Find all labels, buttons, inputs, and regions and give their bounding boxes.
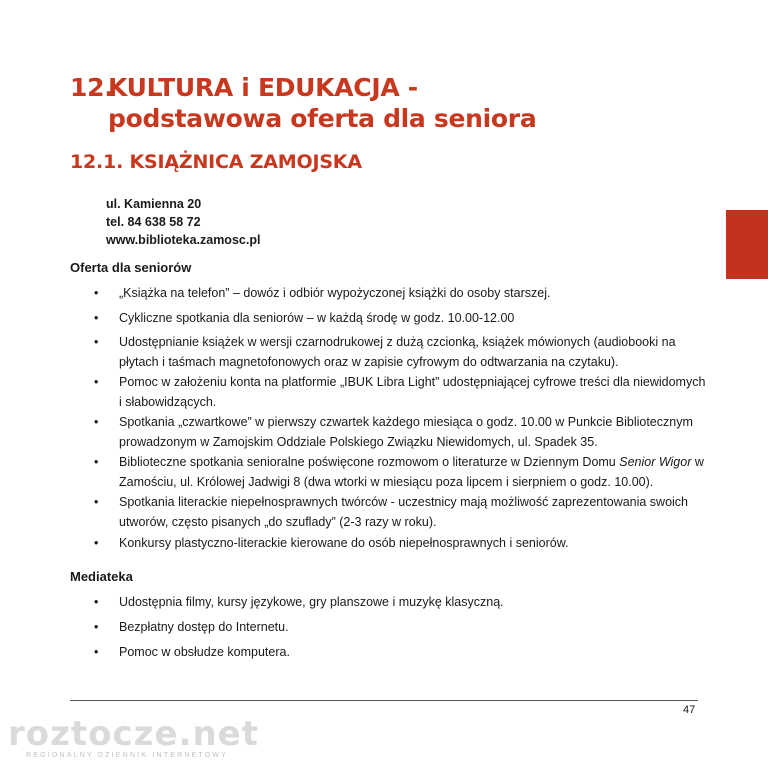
website: www.biblioteka.zamosc.pl xyxy=(106,233,261,247)
watermark-logo: roztocze.net xyxy=(8,714,259,754)
list-item xyxy=(94,617,706,637)
list-item-text: Udostępnia filmy, kursy językowe, gry planszowe i muzykę klasyczną. xyxy=(119,595,504,609)
chapter-title-line2: podstawowa oferta dla seniora xyxy=(108,104,537,133)
chapter-title-line1: KULTURA i EDUKACJA - xyxy=(108,73,418,102)
oferta-title: Oferta dla seniorów xyxy=(70,260,192,275)
bullet: • xyxy=(94,455,99,469)
footer-divider xyxy=(70,700,698,701)
list-item-text: Konkursy plastyczno-literackie kierowane do osób niepełnosprawnych i seniorów. xyxy=(119,536,569,550)
list-item-text: Pomoc w obsłudze komputera. xyxy=(119,645,290,659)
bullet: • xyxy=(94,286,99,300)
list-item-text: Pomoc w założeniu konta na platformie „IBUK Libra Light” udostępniającej cyfrowe treści dla niewidomych i słabowidzących. xyxy=(119,375,706,409)
list-item xyxy=(94,372,706,412)
list-item xyxy=(94,308,706,328)
address: ul. Kamienna 20 xyxy=(106,197,202,211)
chapter-tab-marker xyxy=(726,210,768,279)
chapter-number: 12. xyxy=(70,73,114,102)
list-item-text xyxy=(119,452,706,492)
list-item xyxy=(94,283,706,303)
bullet: • xyxy=(94,620,99,634)
bullet: • xyxy=(94,311,99,325)
list-item-text: Udostępnianie książek w wersji czarnodrukowej z dużą czcionką, książek mówionych (audiobooki na płytach i taśmach magnetofonowych oraz w zapisie cyfrowym do odtwarzania na czytaku). xyxy=(119,335,676,369)
list-item-text: Spotkania „czwartkowe” w pierwszy czwartek każdego miesiąca o godz. 10.00 w Punkcie Bibliotecznym prowadzonym w Zamojskim Oddziale Polskiego Związku Niewidomych, ul. Spadek 35. xyxy=(119,415,693,449)
list-item-text: Spotkania literackie niepełnosprawnych twórców - uczestnicy mają możliwość zaprezentowania swoich utworów, często pisanych „do szuflady” (2-3 razy w roku). xyxy=(119,495,689,529)
list-item xyxy=(94,642,706,662)
list-item xyxy=(94,452,706,492)
mediateka-title: Mediateka xyxy=(70,569,133,584)
list-item xyxy=(94,332,706,372)
section-heading: 12.1. KSIĄŻNICA ZAMOJSKA xyxy=(70,151,362,173)
list-item-text: Cykliczne spotkania dla seniorów – w każdą środę w godz. 10.00-12.00 xyxy=(119,311,515,325)
phone: tel. 84 638 58 72 xyxy=(106,215,201,229)
list-item xyxy=(94,412,706,452)
list-item xyxy=(94,592,706,612)
page-number: 47 xyxy=(683,704,696,716)
bullet: • xyxy=(94,335,99,349)
contact-block xyxy=(106,195,260,249)
list-item-text: „Książka na telefon” – dowóz i odbiór wypożyczonej książki do osoby starszej. xyxy=(119,286,551,300)
bullet: • xyxy=(94,536,99,550)
watermark-subtext: REGIONALNY DZIENNIK INTERNETOWY xyxy=(26,752,229,759)
bullet: • xyxy=(94,375,99,389)
list-item xyxy=(94,533,706,553)
chapter-heading xyxy=(70,72,536,134)
list-item xyxy=(94,492,706,532)
bullet: • xyxy=(94,645,99,659)
list-item-text: Bezpłatny dostęp do Internetu. xyxy=(119,620,289,634)
bullet: • xyxy=(94,415,99,429)
venue-name: Senior Wigor xyxy=(619,455,692,469)
bullet: • xyxy=(94,495,99,509)
list-item-text-part: w Zamościu, ul. Królowej Jadwigi 8 (dwa wtorki w miesiącu poza lipcem i sierpniem o godz. 10.00). xyxy=(119,455,704,489)
bullet: • xyxy=(94,595,99,609)
list-item-text-part: Biblioteczne spotkania senioralne poświęcone rozmowom o literaturze w Dziennym Domu xyxy=(119,455,620,469)
